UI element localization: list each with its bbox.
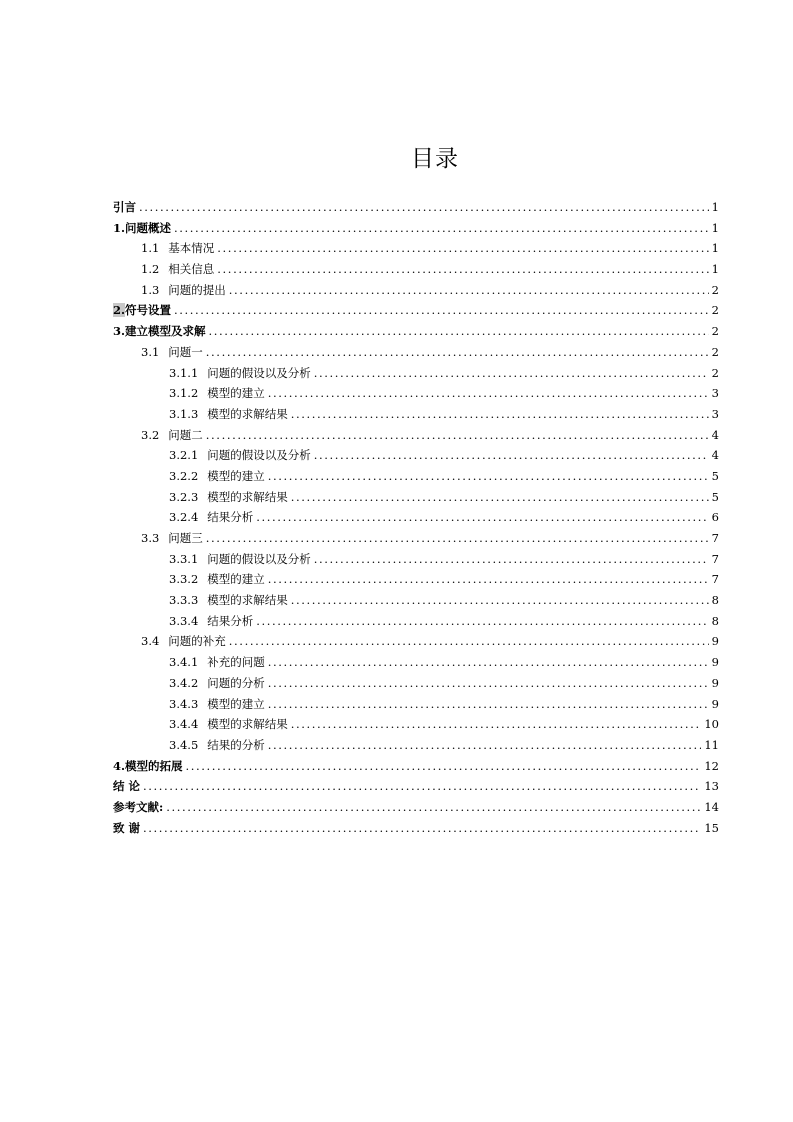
toc-entry-label — [113, 302, 171, 318]
toc-entry[interactable] — [113, 365, 719, 386]
toc-entry[interactable] — [113, 261, 719, 282]
toc-leader-dots — [291, 593, 709, 607]
toc-entry-label — [141, 344, 203, 360]
toc-entry-label — [169, 509, 253, 525]
toc-entry[interactable] — [113, 737, 719, 758]
toc-entry-title: 模型的求解结果 — [207, 717, 288, 732]
toc-entry-title: 模型的求解结果 — [207, 489, 288, 504]
toc-entry-title: 模型的求解结果 — [207, 406, 288, 421]
toc-entry-label — [169, 716, 288, 732]
toc-entry-number: 1. — [113, 220, 126, 235]
toc-entry-page: 1 — [711, 220, 719, 235]
toc-entry-label — [169, 571, 265, 587]
toc-entry-title: 模型的建立 — [207, 468, 265, 483]
toc-entry-label — [141, 240, 214, 256]
toc-entry-label — [113, 220, 171, 236]
toc-leader-dots — [139, 200, 709, 214]
toc-leader-dots — [256, 510, 708, 524]
toc-entry-label — [113, 199, 136, 215]
toc-entry-page: 2 — [711, 282, 719, 297]
toc-entry[interactable] — [113, 820, 719, 841]
toc-leader-dots — [268, 676, 709, 690]
toc-entry-label — [169, 696, 265, 712]
toc-entry-number: 3.2 — [141, 427, 160, 442]
toc-entry-number: 3.3.2 — [169, 572, 199, 587]
toc-leader-dots — [229, 634, 709, 648]
toc-entry-number: 3.1 — [141, 344, 160, 359]
toc-entry-number: 3.4.2 — [169, 675, 199, 690]
toc-entry[interactable] — [113, 592, 719, 613]
toc-entry-label — [169, 551, 311, 567]
toc-entry-number: 3.2.1 — [169, 448, 199, 463]
toc-entry-label — [169, 489, 288, 505]
toc-entry-page: 9 — [711, 634, 719, 649]
toc-entry-page: 9 — [711, 675, 719, 690]
toc-leader-dots — [268, 572, 709, 586]
toc-entry-number: 3.3.3 — [169, 593, 199, 608]
toc-entry[interactable] — [113, 385, 719, 406]
toc-entry[interactable] — [113, 613, 719, 634]
toc-leader-dots — [206, 428, 709, 442]
toc-entry-number: 3.1.1 — [169, 365, 199, 380]
toc-entry-number: 3.1.2 — [169, 386, 199, 401]
toc-entry[interactable] — [113, 571, 719, 592]
toc-entry-number: 2. — [113, 303, 126, 318]
toc-entry-page: 8 — [711, 613, 719, 628]
toc-entry-number: 3. — [113, 324, 126, 339]
toc-entry-label — [113, 778, 140, 794]
toc-entry[interactable] — [113, 427, 719, 448]
toc-entry-title: 结果分析 — [207, 613, 254, 628]
toc-leader-dots — [166, 800, 701, 814]
toc-entry-page: 6 — [711, 510, 719, 525]
toc-entry-page: 7 — [711, 531, 719, 545]
toc-entry-page: 2 — [711, 303, 719, 318]
toc-leader-dots — [174, 221, 709, 235]
toc-entry-label — [169, 365, 311, 381]
toc-entry[interactable] — [113, 509, 719, 530]
toc-entry-page: 4 — [711, 448, 719, 463]
toc-leader-dots — [209, 324, 709, 338]
toc-entry-page: 10 — [704, 717, 719, 732]
toc-entry[interactable] — [113, 302, 719, 323]
toc-entry-page: 1 — [711, 262, 719, 277]
toc-entry-page: 2 — [711, 365, 719, 380]
toc-entry-label — [141, 282, 226, 298]
toc-entry-title: 结果分析 — [207, 510, 254, 525]
toc-entry-label — [113, 799, 163, 815]
toc-entry-page: 1 — [711, 200, 719, 214]
toc-leader-dots — [143, 779, 701, 793]
toc-entry-label — [141, 261, 214, 277]
toc-leader-dots — [206, 531, 709, 545]
toc-entry-label — [141, 633, 226, 649]
toc-entry-label — [113, 323, 206, 339]
toc-entry[interactable] — [113, 323, 719, 344]
toc-entry-title: 问题二 — [168, 427, 203, 442]
toc-entry-title: 模型的建立 — [207, 386, 265, 401]
toc-entry-title: 问题一 — [168, 344, 203, 359]
toc-entry-number: 3.4.1 — [169, 655, 199, 670]
toc-entry-number: 1.3 — [141, 282, 160, 297]
toc-entry-label — [169, 654, 265, 670]
toc-entry-label — [141, 427, 203, 443]
toc-entry-title: 模型的求解结果 — [207, 593, 288, 608]
toc-entry-title: 模型的建立 — [207, 572, 265, 587]
toc-entry[interactable] — [113, 675, 719, 696]
toc-entry[interactable] — [113, 799, 719, 820]
toc-entry-page: 2 — [711, 344, 719, 359]
toc-entry-label — [169, 385, 265, 401]
toc-entry-page: 15 — [704, 820, 719, 835]
toc-entry-title: 问题的假设以及分析 — [207, 551, 311, 566]
toc-entry-page: 5 — [711, 468, 719, 483]
toc-leader-dots — [291, 407, 709, 421]
toc-entry-page: 7 — [711, 572, 719, 587]
toc-leader-dots — [314, 366, 709, 380]
toc-entry-label — [169, 592, 288, 608]
toc-entry-label — [169, 675, 265, 691]
toc-entry[interactable] — [113, 758, 719, 779]
toc-leader-dots — [143, 821, 701, 835]
toc-leader-dots — [268, 697, 709, 711]
toc-entry-title: 结 论 — [113, 779, 141, 794]
toc-entry[interactable] — [113, 489, 719, 510]
toc-entry-title: 问题的假设以及分析 — [207, 448, 311, 463]
toc-entry-label — [169, 406, 288, 422]
toc-entry-title: 问题的假设以及分析 — [207, 365, 311, 380]
toc-entry-page: 9 — [711, 696, 719, 711]
toc-entry-title: 补充的问题 — [207, 655, 265, 670]
toc-entry-label — [113, 758, 183, 774]
toc-entry-label — [141, 530, 203, 546]
toc-entry-page: 11 — [704, 737, 719, 752]
toc-leader-dots — [256, 614, 708, 628]
toc-entry-page: 12 — [704, 758, 719, 773]
toc-entry-number: 1.1 — [141, 241, 160, 256]
toc-entry[interactable] — [113, 240, 719, 261]
toc-entry[interactable] — [113, 654, 719, 675]
toc-entry-page: 13 — [704, 779, 719, 794]
toc-leader-dots — [206, 345, 709, 359]
toc-entry-title: 相关信息 — [168, 262, 215, 277]
toc-entry-page: 14 — [704, 799, 719, 814]
toc-entry-page: 3 — [711, 386, 719, 401]
toc-entry[interactable] — [113, 716, 719, 737]
toc-entry-title: 引言 — [113, 200, 136, 214]
toc-entry-title: 致 谢 — [113, 820, 141, 835]
toc-leader-dots — [217, 241, 708, 255]
toc-entry-label — [169, 737, 265, 753]
toc-entry-title: 问题的补充 — [168, 634, 226, 649]
toc-entry[interactable] — [113, 282, 719, 303]
toc-leader-dots — [186, 759, 702, 773]
toc-leader-dots — [291, 490, 709, 504]
toc-entry-number: 3.3 — [141, 531, 160, 545]
page-title: 目录 — [411, 146, 459, 172]
toc-entry[interactable] — [113, 530, 719, 551]
toc-entry[interactable] — [113, 406, 719, 427]
toc-leader-dots — [314, 552, 709, 566]
toc-entry-number: 4. — [113, 758, 126, 773]
toc-leader-dots — [314, 448, 709, 462]
toc-entry-label — [113, 820, 140, 836]
toc-leader-dots — [217, 262, 708, 276]
toc-entry[interactable] — [113, 447, 719, 468]
toc-entry[interactable] — [113, 344, 719, 365]
toc-entry-page: 9 — [711, 655, 719, 670]
toc-entry-title: 符号设置 — [125, 303, 172, 318]
toc-entry-number: 3.4 — [141, 634, 160, 649]
toc-entry-page: 8 — [711, 593, 719, 608]
toc-entry[interactable] — [113, 468, 719, 489]
toc-entry-label — [169, 447, 311, 463]
toc-entry[interactable] — [113, 778, 719, 799]
toc-entry-number: 3.4.3 — [169, 696, 199, 711]
toc-entry-page: 7 — [711, 551, 719, 566]
toc-entry-number: 3.2.4 — [169, 510, 199, 525]
toc-entry-page: 2 — [711, 324, 719, 339]
toc-entry-title: 问题三 — [168, 531, 203, 545]
toc-entry[interactable] — [113, 220, 719, 241]
toc-entry[interactable] — [113, 696, 719, 717]
toc-entry-number: 3.4.4 — [169, 717, 199, 732]
toc-entry-page: 5 — [711, 489, 719, 504]
toc-entry-title: 建立模型及求解 — [125, 324, 206, 339]
toc-entry[interactable] — [113, 551, 719, 572]
toc-leader-dots — [268, 655, 709, 669]
toc-entry-page: 4 — [711, 427, 719, 442]
toc-leader-dots — [291, 717, 702, 731]
toc-entry-number: 3.2.3 — [169, 489, 199, 504]
toc-entry-page: 3 — [711, 406, 719, 421]
toc-entry-page: 1 — [711, 241, 719, 256]
toc-entry-title: 问题概述 — [125, 220, 172, 235]
toc-entry-number: 3.4.5 — [169, 737, 199, 752]
toc-leader-dots — [174, 303, 709, 317]
toc-leader-dots — [229, 283, 709, 297]
toc-entry-title: 问题的分析 — [207, 675, 265, 690]
toc-entry-number: 1.2 — [141, 262, 160, 277]
toc-leader-dots — [268, 738, 702, 752]
toc-entry-title: 模型的建立 — [207, 696, 265, 711]
toc-leader-dots — [268, 386, 709, 400]
toc-entry-number: 3.3.1 — [169, 551, 199, 566]
toc-entry-label — [169, 468, 265, 484]
toc-entry-title: 参考文献: — [113, 799, 164, 814]
toc-entry-number: 3.3.4 — [169, 613, 199, 628]
toc-entry-number: 3.2.2 — [169, 468, 199, 483]
toc-entry-label — [169, 613, 253, 629]
toc-entry[interactable] — [113, 199, 719, 220]
toc-entry-title: 结果的分析 — [207, 737, 265, 752]
toc-entry-title: 基本情况 — [168, 241, 215, 256]
toc-entry-number: 3.1.3 — [169, 406, 199, 421]
toc-leader-dots — [268, 469, 709, 483]
toc-entry-title: 问题的提出 — [168, 282, 226, 297]
toc-entry-title: 模型的拓展 — [125, 758, 183, 773]
table-of-contents — [113, 199, 719, 840]
toc-entry[interactable] — [113, 633, 719, 654]
